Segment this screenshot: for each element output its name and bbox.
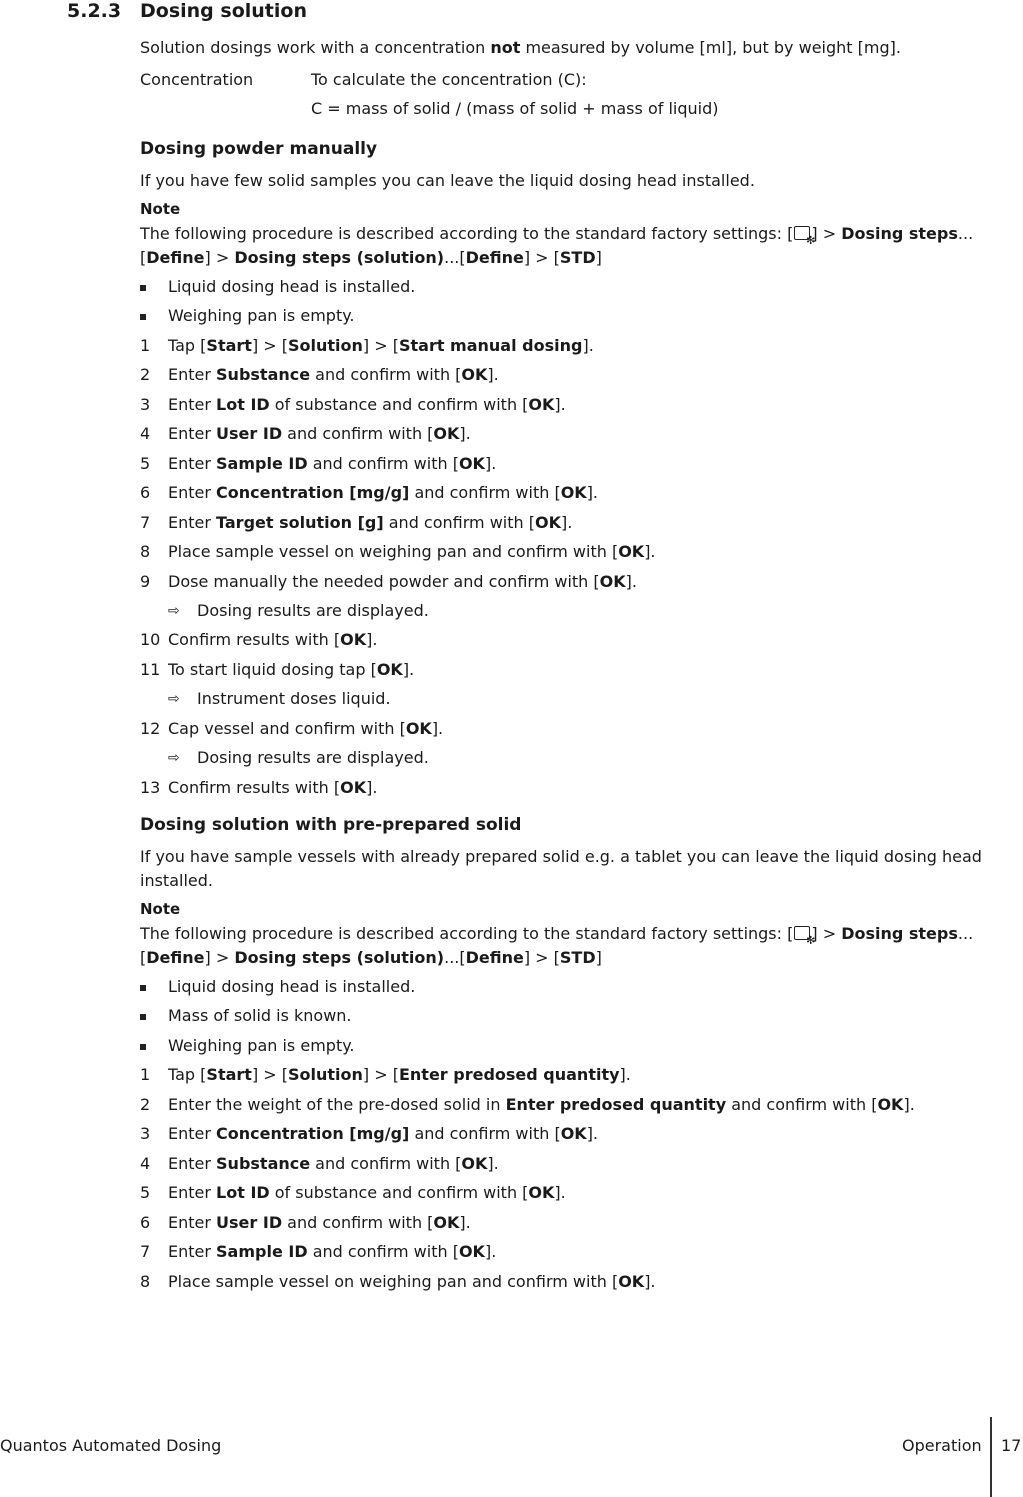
step-text-bold: Sample ID [216, 1242, 308, 1262]
step-text-bold: OK [433, 1212, 460, 1232]
step-item [140, 364, 499, 386]
step-text-bold: OK [461, 1153, 488, 1173]
prepared-note-line1 [140, 923, 973, 945]
step-text: Dosing results are displayed. [197, 600, 429, 620]
step-text-bold: OK [433, 424, 460, 444]
bullet-item [140, 305, 354, 327]
note-bold: Dosing steps (solution) [234, 248, 445, 267]
step-text: To start liquid dosing tap [ [168, 659, 377, 679]
intro-paragraph [140, 37, 901, 59]
step-item [140, 335, 594, 357]
prepared-intro-line1: If you have sample vessels with already prepared solid e.g. a tablet you can leave the liquid dosing head [140, 847, 982, 866]
step-text: Dose manually the needed powder and confirm with [ [168, 571, 600, 591]
note-text: ... [957, 924, 974, 943]
step-text: Enter [168, 424, 217, 444]
step-text-bold: OK [528, 1183, 555, 1203]
prepared-note-line2 [140, 947, 602, 969]
step-number: 3 [140, 1124, 151, 1144]
step-text: Enter [168, 394, 217, 414]
step-item [140, 1094, 915, 1116]
step-text: ]. [644, 1271, 656, 1291]
step-number: 12 [140, 718, 161, 738]
step-result [168, 747, 429, 769]
step-item [140, 1182, 566, 1204]
step-text-bold: OK [534, 512, 561, 532]
step-text: ] > [ [362, 335, 399, 355]
prepared-heading: Dosing solution with pre-prepared solid [140, 815, 522, 835]
step-text-bold: OK [599, 571, 626, 591]
settings-gear-icon [794, 926, 810, 940]
bullet-icon [140, 985, 146, 991]
step-text: ]. [560, 512, 573, 532]
step-text-bold: OK [458, 453, 485, 473]
step-text: and confirm with [ [307, 1242, 459, 1262]
step-text-bold: Lot ID [216, 1183, 270, 1203]
note-text: ] > [204, 248, 235, 267]
step-text: Instrument doses liquid. [197, 689, 391, 709]
note-text: ...[ [444, 248, 466, 267]
step-text: ]. [619, 1065, 631, 1085]
step-text: ]. [644, 542, 656, 562]
step-text: Tap [ [168, 335, 207, 355]
step-number: 5 [140, 1183, 151, 1203]
step-text-bold: User ID [216, 1212, 283, 1232]
note-bold: Define [465, 948, 524, 967]
prepared-note-label: Note [140, 900, 181, 918]
step-text-bold: Target solution [g] [216, 512, 384, 532]
step-text-bold: Concentration [mg/g] [216, 483, 410, 503]
step-text: and confirm with [ [310, 1153, 462, 1173]
step-text-bold: Solution [288, 335, 363, 355]
step-number: 10 [140, 630, 161, 650]
concentration-label: Concentration [140, 70, 254, 89]
step-text: ] > [ [251, 335, 288, 355]
note-text: ] [595, 248, 602, 267]
step-number: 4 [140, 424, 151, 444]
step-text: ] > [ [362, 1065, 399, 1085]
result-arrow-icon: ⇨ [168, 750, 180, 767]
step-item [140, 482, 598, 504]
step-item [140, 629, 377, 651]
step-item [140, 1241, 496, 1263]
step-number: 4 [140, 1153, 151, 1173]
step-text: and confirm with [ [383, 512, 535, 532]
note-text: ] > [204, 948, 235, 967]
step-item [140, 1212, 471, 1234]
step-text-bold: Start [206, 335, 252, 355]
step-text-bold: OK [528, 394, 555, 414]
manual-note-line2 [140, 247, 602, 269]
note-text: ... [957, 224, 974, 243]
note-text: ] > [ [523, 948, 560, 967]
step-text-bold: OK [560, 483, 587, 503]
step-text-bold: Start manual dosing [398, 335, 583, 355]
step-text: Enter [168, 453, 217, 473]
step-text: Enter [168, 1153, 217, 1173]
step-text: and confirm with [ [409, 483, 561, 503]
step-text: and confirm with [ [282, 1212, 434, 1232]
step-text: Enter [168, 365, 217, 385]
concentration-line1: To calculate the concentration (C): [311, 70, 587, 89]
step-result [168, 688, 391, 710]
note-text: The following procedure is described according to the standard factory settings: [ [140, 224, 794, 243]
step-item [140, 1064, 631, 1086]
bullet-icon [140, 1044, 146, 1050]
step-text-bold: OK [618, 1271, 645, 1291]
step-text-bold: OK [340, 777, 367, 797]
step-text: Confirm results with [ [168, 630, 341, 650]
step-number: 5 [140, 453, 151, 473]
step-text-bold: User ID [216, 424, 283, 444]
note-text: ...[ [444, 948, 466, 967]
step-text-bold: Substance [216, 365, 311, 385]
step-item [140, 1271, 656, 1293]
note-text: ] [595, 948, 602, 967]
step-text: and confirm with [ [310, 365, 462, 385]
bullet-text: Mass of solid is known. [168, 1006, 352, 1026]
note-bold: STD [559, 948, 596, 967]
step-number: 2 [140, 1094, 151, 1114]
step-number: 1 [140, 335, 151, 355]
note-bold: Define [146, 248, 205, 267]
bullet-icon [140, 285, 146, 291]
step-result [168, 600, 429, 622]
bullet-item [140, 976, 415, 998]
note-text: ] > [811, 224, 842, 243]
step-number: 7 [140, 512, 151, 532]
bullet-icon [140, 314, 146, 320]
step-text-bold: OK [458, 1242, 485, 1262]
bullet-text: Liquid dosing head is installed. [168, 977, 416, 996]
step-number: 6 [140, 483, 151, 503]
step-text: of substance and confirm with [ [269, 1183, 529, 1203]
prepared-intro-line2: installed. [140, 871, 213, 890]
step-text-bold: OK [405, 718, 432, 738]
step-number: 1 [140, 1065, 151, 1085]
step-text-bold: OK [877, 1094, 904, 1114]
step-item [140, 423, 471, 445]
step-text-bold: Enter predosed quantity [505, 1094, 727, 1114]
note-bold: STD [559, 248, 596, 267]
step-text: ]. [431, 718, 444, 738]
step-number: 2 [140, 365, 151, 385]
section-title: Dosing solution [140, 0, 307, 22]
step-text-bold: OK [560, 1124, 587, 1144]
step-text-bold: OK [340, 630, 367, 650]
note-text: The following procedure is described according to the standard factory settings: [ [140, 924, 794, 943]
bullet-text: Weighing pan is empty. [168, 306, 355, 326]
note-text: [ [140, 948, 147, 967]
step-text: Tap [ [168, 1065, 207, 1085]
manual-note-line1 [140, 223, 973, 245]
step-text-bold: Lot ID [216, 394, 270, 414]
bullet-item [140, 276, 415, 298]
bullet-item [140, 1035, 354, 1057]
step-text: ]. [484, 453, 497, 473]
bullet-icon [140, 1014, 146, 1020]
step-number: 8 [140, 542, 151, 562]
step-text: of substance and confirm with [ [269, 394, 529, 414]
step-text-bold: OK [461, 365, 488, 385]
step-number: 3 [140, 394, 151, 414]
manual-heading: Dosing powder manually [140, 139, 378, 159]
step-text: Place sample vessel on weighing pan and confirm with [ [168, 542, 619, 562]
bullet-text: Liquid dosing head is installed. [168, 277, 416, 296]
step-item [140, 541, 656, 563]
step-text-bold: OK [618, 542, 645, 562]
result-arrow-icon: ⇨ [168, 691, 180, 708]
step-text-bold: Enter predosed quantity [398, 1065, 620, 1085]
step-text: and confirm with [ [282, 424, 434, 444]
step-item [140, 453, 496, 475]
step-text: Cap vessel and confirm with [ [168, 718, 406, 738]
step-text: Dosing results are displayed. [197, 748, 429, 768]
step-text: ]. [554, 1183, 566, 1203]
step-text: ]. [402, 659, 415, 679]
step-number: 7 [140, 1242, 151, 1262]
step-text: ]. [554, 394, 566, 414]
note-text: ] > [811, 924, 842, 943]
note-bold: Define [465, 248, 524, 267]
step-text: ]. [366, 630, 378, 650]
intro-text-bold: not [490, 38, 521, 57]
settings-gear-icon [794, 226, 810, 240]
manual-note-label: Note [140, 200, 181, 218]
step-text: ]. [487, 1153, 499, 1173]
footer-section-name: Operation [902, 1436, 982, 1455]
step-text-bold: Sample ID [216, 453, 308, 473]
note-bold: Define [146, 948, 205, 967]
step-item [140, 571, 637, 593]
footer-divider [990, 1417, 992, 1497]
step-item [140, 718, 443, 740]
step-number: 11 [140, 659, 161, 679]
intro-text-b: measured by volume [ml], but by weight [mg]. [520, 38, 901, 57]
bullet-text: Weighing pan is empty. [168, 1035, 355, 1055]
step-text: ] > [ [251, 1065, 288, 1085]
step-text: Enter [168, 1212, 217, 1232]
step-text: ]. [586, 483, 599, 503]
step-text-bold: Concentration [mg/g] [216, 1124, 410, 1144]
intro-text-a: Solution dosings work with a concentration [140, 38, 491, 57]
step-text: ]. [459, 1212, 471, 1232]
step-text: and confirm with [ [409, 1124, 561, 1144]
step-text: ]. [487, 365, 499, 385]
step-number: 9 [140, 571, 151, 591]
step-number: 8 [140, 1271, 151, 1291]
result-arrow-icon: ⇨ [168, 602, 180, 619]
manual-intro: If you have few solid samples you can leave the liquid dosing head installed. [140, 171, 755, 190]
step-text: Enter the weight of the pre-dosed solid in [168, 1094, 506, 1114]
step-text-bold: Solution [288, 1065, 363, 1085]
step-text: Place sample vessel on weighing pan and confirm with [ [168, 1271, 619, 1291]
step-item [140, 1153, 499, 1175]
step-text-bold: OK [376, 659, 403, 679]
step-text: Enter [168, 483, 217, 503]
step-text: and confirm with [ [307, 453, 459, 473]
note-text: ] > [ [523, 248, 560, 267]
concentration-formula: C = mass of solid / (mass of solid + mass of liquid) [311, 99, 719, 118]
note-bold: Dosing steps [841, 224, 958, 243]
step-text: ]. [586, 1124, 599, 1144]
step-text: ]. [366, 777, 378, 797]
step-item [140, 512, 572, 534]
step-text: ]. [459, 424, 471, 444]
note-bold: Dosing steps (solution) [234, 948, 445, 967]
note-bold: Dosing steps [841, 924, 958, 943]
step-text: ]. [625, 571, 637, 591]
step-text: ]. [582, 335, 594, 355]
note-text: [ [140, 248, 147, 267]
step-text: Enter [168, 1124, 217, 1144]
footer-product-name: Quantos Automated Dosing [0, 1436, 222, 1455]
step-number: 13 [140, 777, 161, 797]
step-item [140, 394, 566, 416]
step-item [140, 777, 377, 799]
bullet-item [140, 1005, 352, 1027]
section-number: 5.2.3 [67, 0, 122, 22]
footer-page-number: 17 [1001, 1436, 1022, 1455]
step-text-bold: Start [206, 1065, 252, 1085]
step-text: and confirm with [ [726, 1094, 878, 1114]
step-text: Enter [168, 512, 217, 532]
step-text: ]. [903, 1094, 915, 1114]
step-text: ]. [484, 1242, 497, 1262]
step-text: Enter [168, 1242, 217, 1262]
step-item [140, 1123, 598, 1145]
step-number: 6 [140, 1212, 151, 1232]
step-text: Enter [168, 1183, 217, 1203]
step-text: Confirm results with [ [168, 777, 341, 797]
step-item [140, 659, 414, 681]
step-text-bold: Substance [216, 1153, 311, 1173]
